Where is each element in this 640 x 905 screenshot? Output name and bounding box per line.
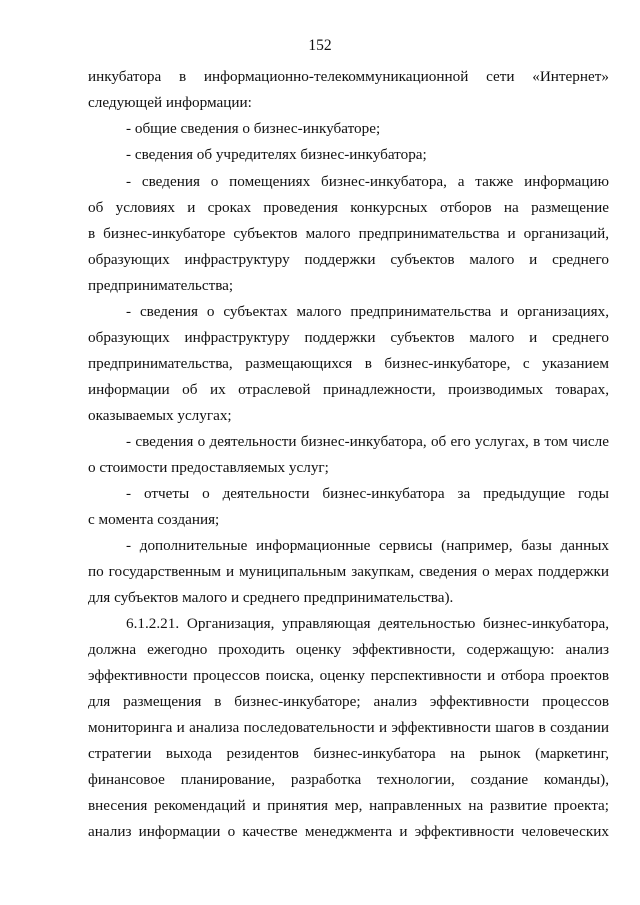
text-line: внесения рекомендаций и принятия мер, направленных на развитие проекта; <box>88 797 609 814</box>
text-line: - сведения о деятельности бизнес-инкубатора, об его услугах, в том числе <box>126 433 609 450</box>
text-line: для размещения в бизнес-инкубаторе; анализ эффективности процессов <box>88 693 609 710</box>
text-line: стратегии выхода резидентов бизнес-инкубатора на рынок (маркетинг, <box>88 745 609 762</box>
text-line: следующей информации: <box>88 94 252 111</box>
text-line: о стоимости предоставляемых услуг; <box>88 459 329 476</box>
text-line: финансовое планирование, разработка технологии, создание команды), <box>88 771 609 788</box>
text-line: в бизнес-инкубаторе субъектов малого предпринимательства и организаций, <box>88 225 609 242</box>
text-line: для субъектов малого и среднего предпринимательства). <box>88 589 454 606</box>
text-line: инкубатора в информационно-телекоммуникационной сети «Интернет» <box>88 68 609 85</box>
text-line: оказываемых услугах; <box>88 407 232 424</box>
text-line: должна ежегодно проходить оценку эффективности, содержащую: анализ <box>88 641 609 658</box>
text-line: - дополнительные информационные сервисы (например, базы данных <box>126 537 609 554</box>
text-line: образующих инфраструктуру поддержки субъектов малого и среднего <box>88 251 609 268</box>
text-line: - общие сведения о бизнес-инкубаторе; <box>126 120 381 137</box>
text-line: - сведения об учредителях бизнес-инкубатора; <box>126 146 427 163</box>
text-line: эффективности процессов поиска, оценку перспективности и отбора проектов <box>88 667 609 684</box>
text-line: - отчеты о деятельности бизнес-инкубатора за предыдущие годы <box>126 485 609 502</box>
text-line: мониторинга и анализа последовательности и эффективности шагов в создании <box>88 719 609 736</box>
text-line: предпринимательства, размещающихся в бизнес-инкубаторе, с указанием <box>88 355 609 372</box>
text-line: - сведения о помещениях бизнес-инкубатора, а также информацию <box>126 173 609 190</box>
page-number: 152 <box>308 37 332 54</box>
text-line: информации об их отраслевой принадлежности, производимых товарах, <box>88 381 609 398</box>
text-line: образующих инфраструктуру поддержки субъектов малого и среднего <box>88 329 609 346</box>
text-line: об условиях и сроках проведения конкурсных отборов на размещение <box>88 199 609 216</box>
text-line: по государственным и муниципальным закупкам, сведения о мерах поддержки <box>88 563 609 580</box>
text-line: - сведения о субъектах малого предпринимательства и организациях, <box>126 303 609 320</box>
text-line: анализ информации о качестве менеджмента и эффективности человеческих <box>88 823 609 840</box>
text-line: предпринимательства; <box>88 277 234 294</box>
text-line: с момента создания; <box>88 511 220 528</box>
text-line: 6.1.2.21. Организация, управляющая деятельностью бизнес-инкубатора, <box>126 615 609 632</box>
